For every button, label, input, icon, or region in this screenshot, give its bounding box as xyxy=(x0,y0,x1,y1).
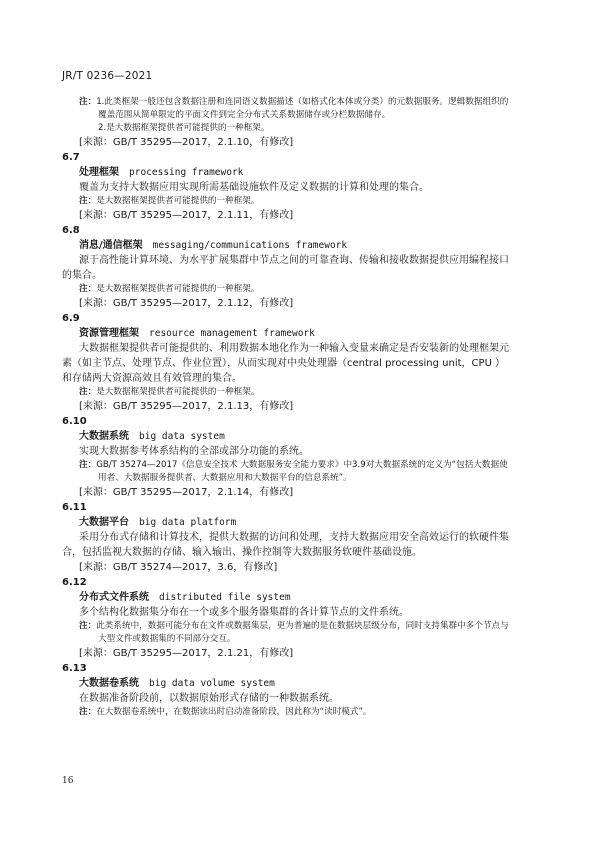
note-line: 注：是大数据框架提供者可能提供的一种框架。 xyxy=(79,284,260,294)
definition: 素（如主节点、处理节点、作业位置），从而实现对中央处理器（central processing unit，CPU ） xyxy=(62,358,506,369)
term-title: 资源管理框架 resource management framework xyxy=(79,328,315,339)
note-line: 注：GB/T 35274—2017《信息安全技术 大数据服务安全能力要求》中3.9对大数据系统的定义为“包括大数据使 xyxy=(79,460,508,470)
source-citation: [来源：GB/T 35295—2017，2.1.14，有修改] xyxy=(79,487,294,498)
term-title: 大数据卷系统 big data volume system xyxy=(79,678,275,689)
note-line: 注：此类系统中，数据可能分布在文件或数据集层，更为普遍的是在数据块层级分布，同时支持集群中多个节点与 xyxy=(79,621,509,631)
source-citation: [来源：GB/T 35295—2017，2.1.10，有修改] xyxy=(79,137,294,148)
definition: 多个结构化数据集分布在一个或多个服务器集群的各计算节点的文件系统。 xyxy=(79,607,409,618)
note-line: 注：在大数据卷系统中，在数据读出时启动准备阶段，因此称为“读时模式”。 xyxy=(79,707,372,717)
page-number: 16 xyxy=(62,776,74,786)
term-title: 大数据系统 big data system xyxy=(79,431,225,442)
definition: 覆盖为支持大数据应用实现所需基础设施软件及定义数据的计算和处理的集合。 xyxy=(79,182,429,193)
definition: 合，包括监视大数据的存储、输入输出、操作控制等大数据服务软硬件基础设施。 xyxy=(62,547,422,558)
definition: 大数据框架提供者可能提供的、利用数据本地化作为一种输入变量来确定是否安装新的处理框架元 xyxy=(79,343,509,354)
source-citation: [来源：GB/T 35295—2017，2.1.12，有修改] xyxy=(79,298,294,309)
definition: 采用分布式存储和计算技术，提供大数据的访问和处理，支持大数据应用安全高效运行的软硬件集 xyxy=(79,532,509,543)
definition: 和存储两大资源高效且有效管理的集合。 xyxy=(62,373,242,384)
definition: 实现大数据参考体系结构的全部或部分功能的系统。 xyxy=(79,446,309,457)
source-citation: [来源：GB/T 35295—2017，2.1.21，有修改] xyxy=(79,648,294,659)
definition: 源于高性能计算环境、为水平扩展集群中节点之间的可靠查询、传输和接收数据提供应用编程接口 xyxy=(79,255,509,266)
term-title: 消息/通信框架 messaging/communications framework xyxy=(79,240,348,251)
note-line: 用者、大数据服务提供者、大数据应用和大数据平台的信息系统”。 xyxy=(98,473,352,483)
term-title: 大数据平台 big data platform xyxy=(79,517,237,528)
note-line: 注：是大数据框架提供者可能提供的一种框架。 xyxy=(79,387,260,397)
doc-content xyxy=(62,96,548,719)
definition: 在数据准备阶段前，以数据原始形式存储的一种数据系统。 xyxy=(79,693,339,704)
doc-header: JR/T 0236—2021 xyxy=(62,70,153,82)
term-title: 分布式文件系统 distributed file system xyxy=(79,592,291,603)
note-line: 注：1.此类框架一般还包含数据注册和连同语义数据描述（如格式化本体或分类）的元数据服务。逻辑数据组织的 xyxy=(79,97,509,107)
clause-number: 6.8 xyxy=(62,225,80,236)
clause-number: 6.13 xyxy=(62,663,87,674)
source-citation: [来源：GB/T 35295—2017，2.1.11，有修改] xyxy=(79,210,294,221)
clause-number: 6.10 xyxy=(62,416,87,427)
source-citation: [来源：GB/T 35295—2017，2.1.13，有修改] xyxy=(79,401,294,412)
note-line: 大型文件或数据集的不同部分交互。 xyxy=(98,634,236,644)
source-citation: [来源：GB/T 35274—2017，3.6，有修改] xyxy=(79,562,278,573)
clause-number: 6.7 xyxy=(62,152,80,163)
definition: 的集合。 xyxy=(62,270,102,281)
term-title: 处理框架 processing framework xyxy=(79,167,244,178)
clause-number: 6.9 xyxy=(62,313,80,324)
note-line: 2.是大数据框架提供者可能提供的一种框架。 xyxy=(98,123,270,133)
clause-number: 6.11 xyxy=(62,502,87,513)
note-line: 覆盖范围从简单限定的平面文件到完全分布式关系数据储存或分栏数据储存。 xyxy=(98,110,391,120)
note-line: 注：是大数据框架提供者可能提供的一种框架。 xyxy=(79,196,260,206)
clause-number: 6.12 xyxy=(62,577,87,588)
